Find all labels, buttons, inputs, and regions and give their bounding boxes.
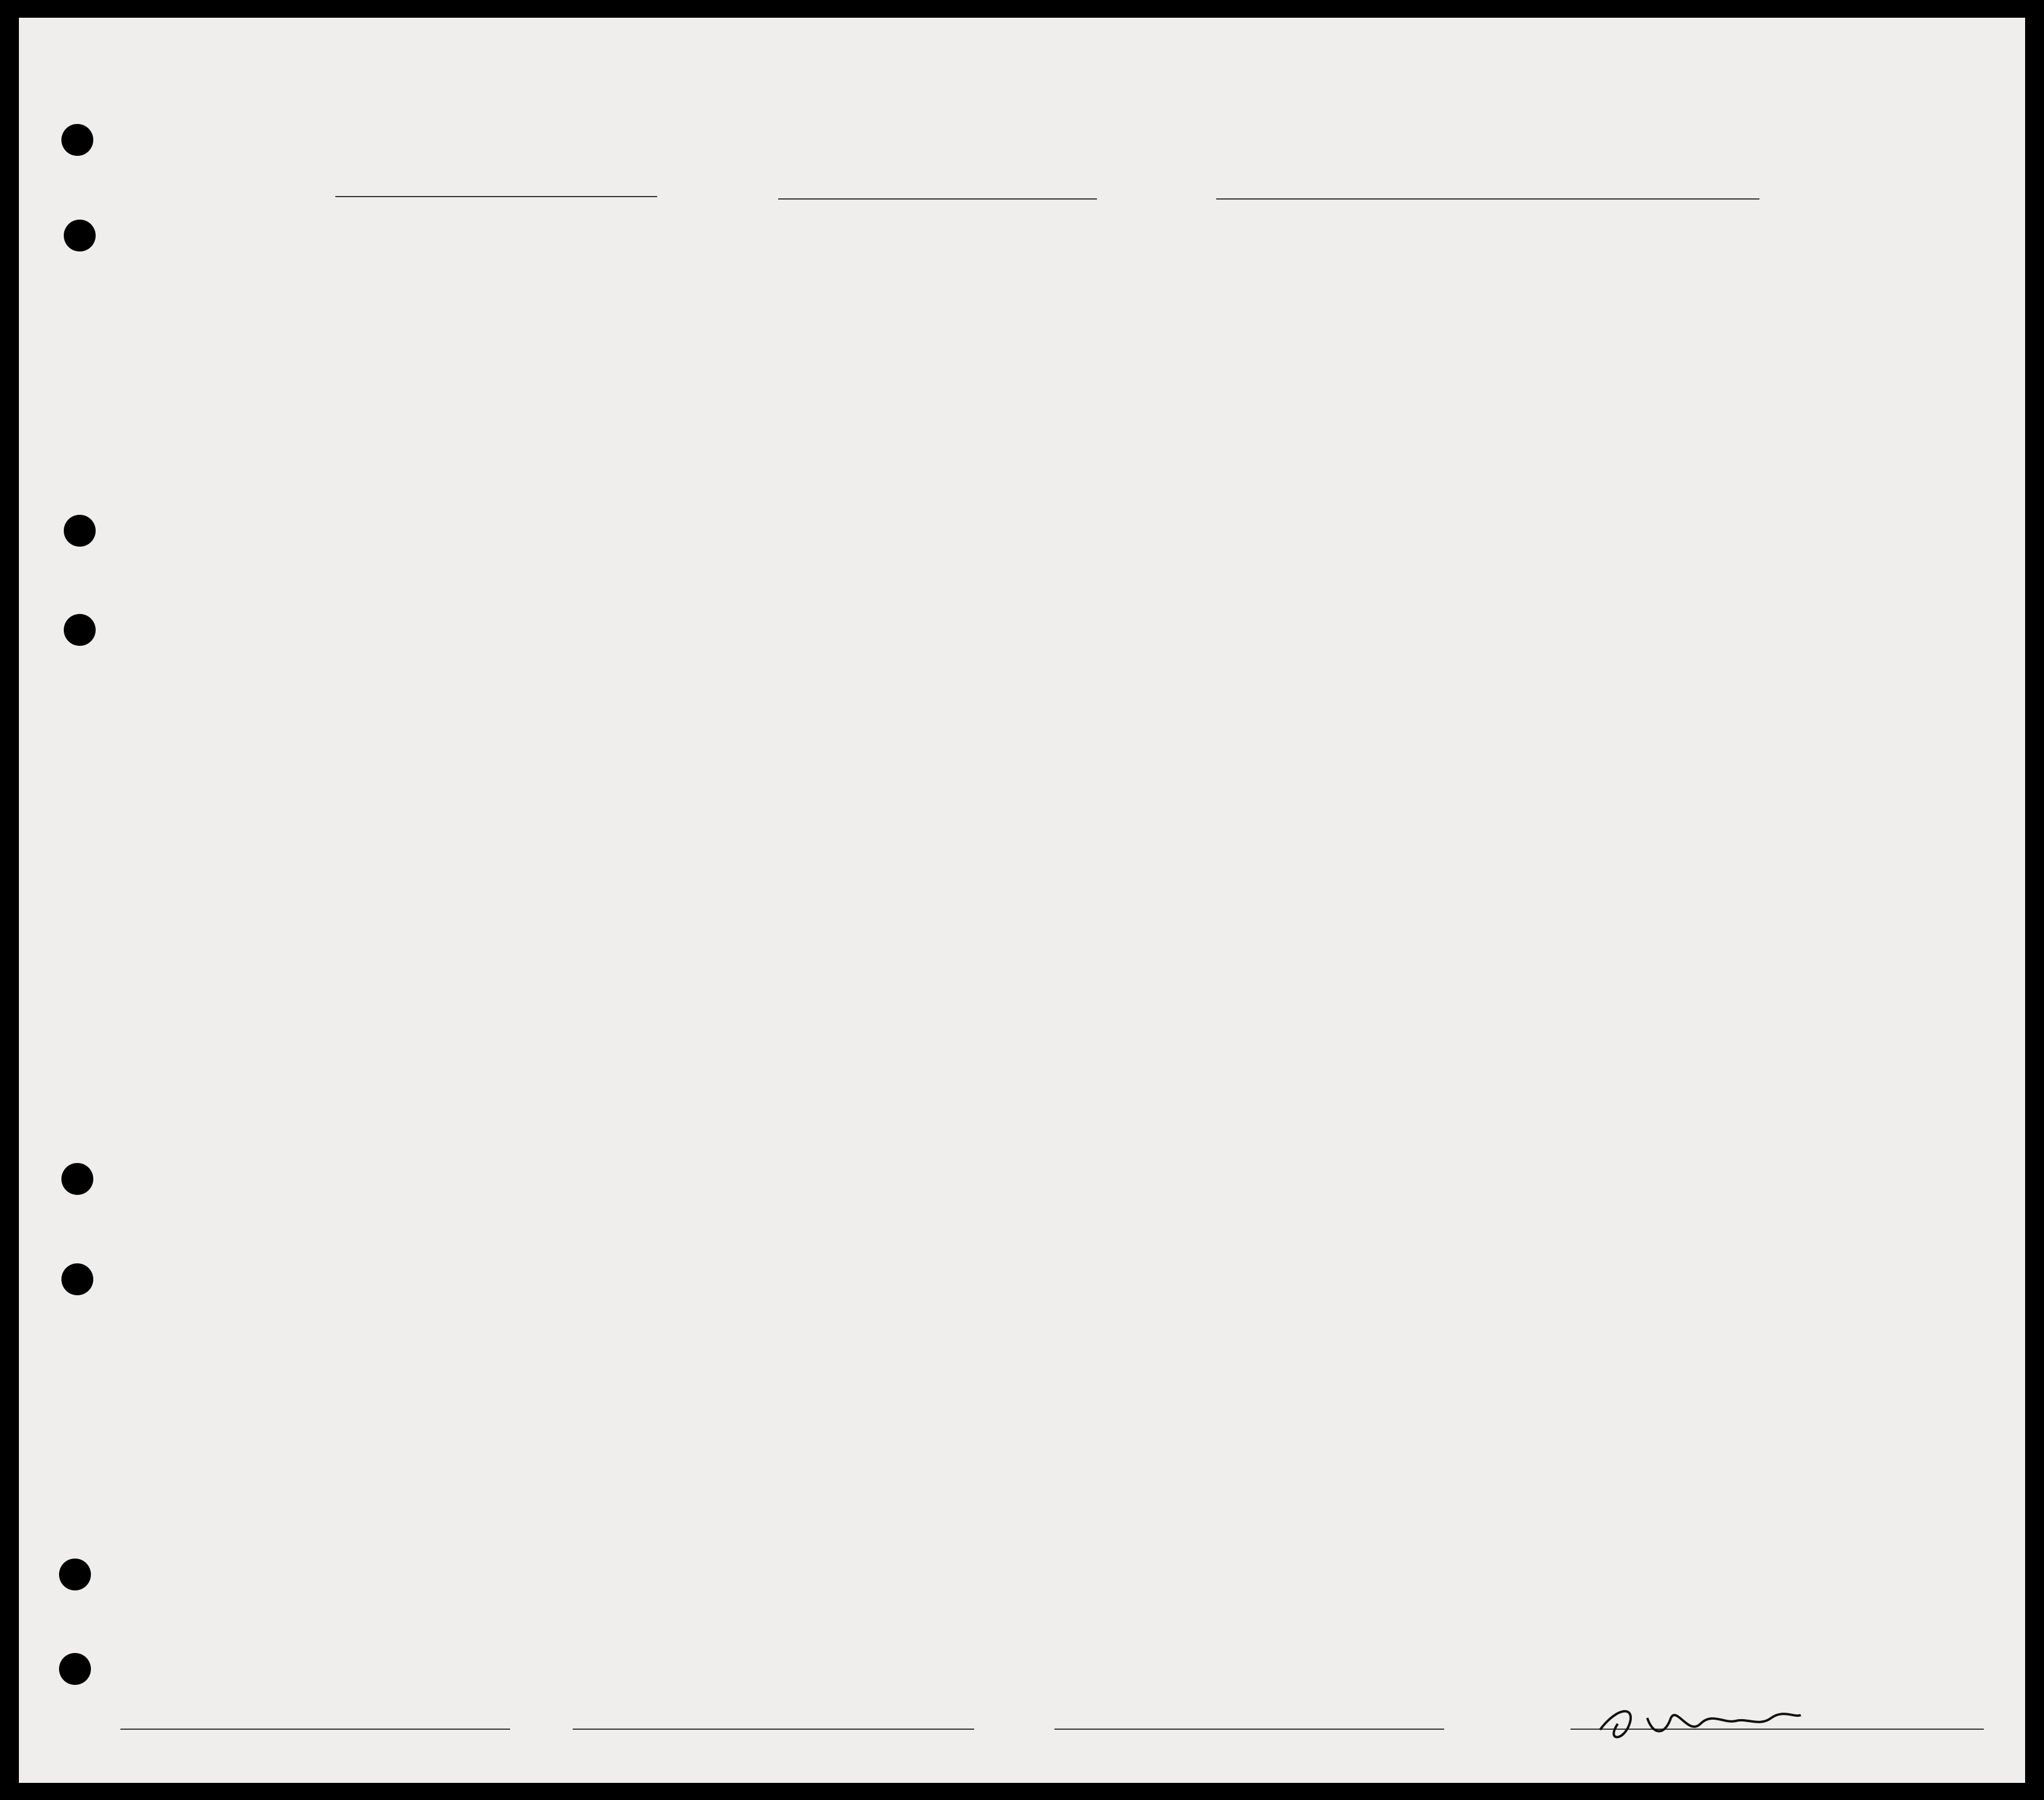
officer-signature	[1594, 1700, 1807, 1747]
port-underline	[778, 198, 1097, 200]
agents-underline	[1054, 1729, 1444, 1730]
manifest-sheet	[19, 18, 2025, 1783]
col-header-shipped	[811, 226, 992, 236]
col-header-remarks	[1641, 226, 1840, 230]
punch-hole	[64, 515, 96, 547]
col-header-read	[1051, 226, 1102, 246]
col-header-action	[1842, 226, 1976, 231]
col-header-weight	[1464, 226, 1515, 251]
sheet-number	[1801, 61, 1811, 80]
col-header-height	[1405, 226, 1462, 251]
col-header-position	[675, 226, 809, 249]
owners-underline	[573, 1729, 974, 1730]
punch-hole	[61, 1163, 93, 1195]
punch-hole	[59, 1559, 91, 1590]
col-header-physical	[1517, 226, 1639, 239]
col-header-name	[204, 226, 588, 249]
col-header-number	[94, 226, 133, 234]
col-header-sex	[1145, 226, 1184, 251]
punch-hole	[64, 220, 96, 251]
punch-hole	[64, 614, 96, 646]
col-header-service	[590, 226, 673, 249]
punch-hole	[61, 124, 93, 156]
col-header-nationality	[1299, 226, 1403, 251]
col-header-age	[1104, 226, 1143, 251]
line-underline	[120, 1729, 510, 1730]
punch-hole	[59, 1653, 91, 1685]
arrival-underline	[1216, 198, 1759, 200]
col-header-race	[1187, 226, 1297, 251]
vessel-underline	[335, 196, 657, 197]
punch-hole	[61, 1263, 93, 1295]
